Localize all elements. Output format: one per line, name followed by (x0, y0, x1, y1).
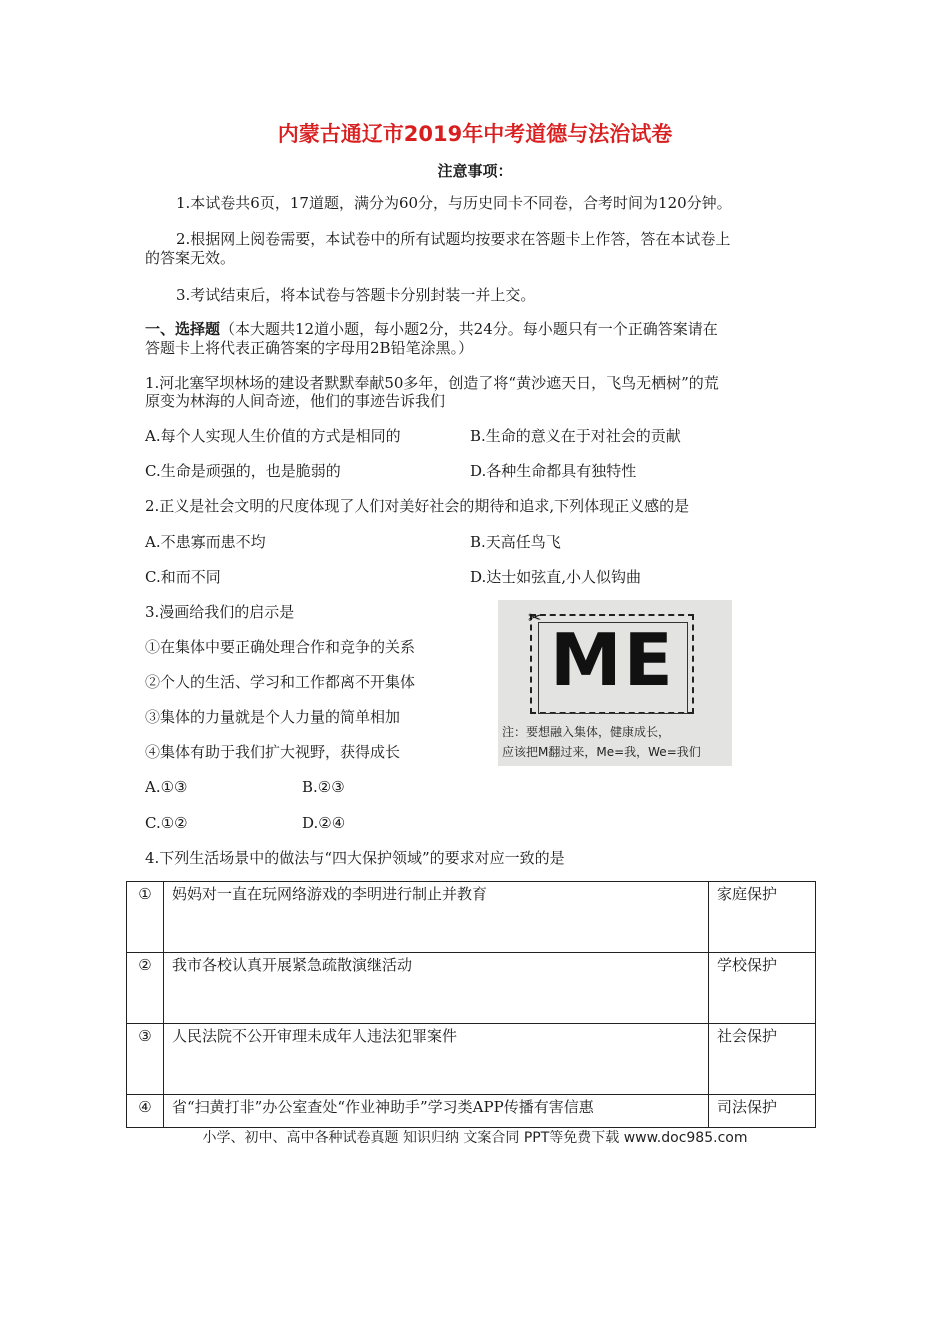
section1-desc-2: 答题卡上将代表正确答案的字母用2B铅笔涂黑。） (145, 339, 474, 357)
row-type: 社会保护 (709, 1024, 816, 1095)
q2-option-d: D.达士如弦直,小人似钩曲 (470, 568, 642, 586)
protection-table (126, 881, 816, 1128)
table-row (127, 1095, 816, 1128)
q1-stem-2: 原变为林海的人间奇迹，他们的事迹告诉我们 (145, 392, 446, 410)
section1-heading: 一、选择题 (145, 320, 221, 338)
q2-option-a: A.不患寡而患不均 (145, 533, 266, 551)
q3-item-1: ①在集体中要正确处理合作和竞争的关系 (145, 638, 416, 656)
row-number: ② (127, 953, 164, 1024)
exam-title: 内蒙古通辽市2019年中考道德与法治试卷 (277, 122, 673, 146)
note-3: 3.考试结束后，将本试卷与答题卡分别封装一并上交。 (176, 286, 536, 304)
row-scene: 人民法院不公开审理未成年人违法犯罪案件 (164, 1024, 709, 1095)
note-1: 1.本试卷共6页，17道题，满分为60分，与历史同卡不同卷，合考时间为120分钟。 (176, 194, 732, 212)
q2-option-b: B.天高任鸟飞 (470, 533, 561, 551)
q3-option-d: D.②④ (302, 814, 346, 832)
q3-item-4: ④集体有助于我们扩大视野，获得成长 (145, 743, 401, 761)
q1-option-b: B.生命的意义在于对社会的贡献 (470, 427, 681, 445)
q1-stem-1: 1.河北塞罕坝林场的建设者默默奉献50多年，创造了将“黄沙遮天日，飞鸟无栖树”的荒 (145, 374, 719, 392)
note-2: 2.根据网上阅卷需要，本试卷中的所有试题均按要求在答题卡上作答，答在本试卷上 (176, 230, 731, 248)
q3-option-b: B.②③ (302, 778, 345, 796)
comic-note (502, 722, 701, 762)
section1-desc: （本大题共12道小题，每小题2分，共24分。每小题只有一个正确答案请在 (220, 320, 718, 338)
row-scene: 妈妈对一直在玩网络游戏的李明进行制止并教育 (164, 882, 709, 953)
table-row (127, 1024, 816, 1095)
row-number: ④ (127, 1095, 164, 1128)
row-type: 家庭保护 (709, 882, 816, 953)
q1-option-d: D.各种生命都具有独特性 (470, 462, 637, 480)
section1-line1 (145, 319, 718, 339)
note-2-cont: 的答案无效。 (145, 249, 236, 267)
q1-option-a: A.每个人实现人生价值的方式是相同的 (145, 427, 401, 445)
row-number: ① (127, 882, 164, 953)
row-type: 司法保护 (709, 1095, 816, 1128)
page-footer: 小学、初中、高中各种试卷真题 知识归纳 文案合同 PPT等免费下载 www.doc985.com (202, 1130, 748, 1146)
comic-me-text: ME (550, 618, 675, 702)
table-row (127, 953, 816, 1024)
comic-image (498, 600, 732, 766)
q3-item-2: ②个人的生活、学习和工作都离不开集体 (145, 673, 416, 691)
row-type: 学校保护 (709, 953, 816, 1024)
table-row (127, 882, 816, 953)
q3-item-3: ③集体的力量就是个人力量的简单相加 (145, 708, 401, 726)
comic-note-line-1: 注：要想融入集体，健康成长， (502, 725, 671, 739)
comic-note-line-2: 应该把M翻过来，Me=我，We=我们 (502, 745, 701, 759)
q4-stem: 4.下列生活场景中的做法与“四大保护领域”的要求对应一致的是 (145, 849, 565, 867)
notice-heading: 注意事项： (437, 162, 513, 180)
scissors-icon: ✂ (528, 608, 542, 627)
q3-option-c: C.①② (145, 814, 188, 832)
q3-stem: 3.漫画给我们的启示是 (145, 603, 295, 621)
q3-option-a: A.①③ (145, 778, 188, 796)
q2-option-c: C.和而不同 (145, 568, 221, 586)
row-number: ③ (127, 1024, 164, 1095)
row-scene: 省“扫黄打非”办公室查处“作业神助手”学习类APP传播有害信惠 (164, 1095, 709, 1128)
q1-option-c: C.生命是顽强的，也是脆弱的 (145, 462, 341, 480)
row-scene: 我市各校认真开展紧急疏散演继活动 (164, 953, 709, 1024)
q2-stem: 2.正义是社会文明的尺度体现了人们对美好社会的期待和追求,下列体现正义感的是 (145, 497, 690, 515)
